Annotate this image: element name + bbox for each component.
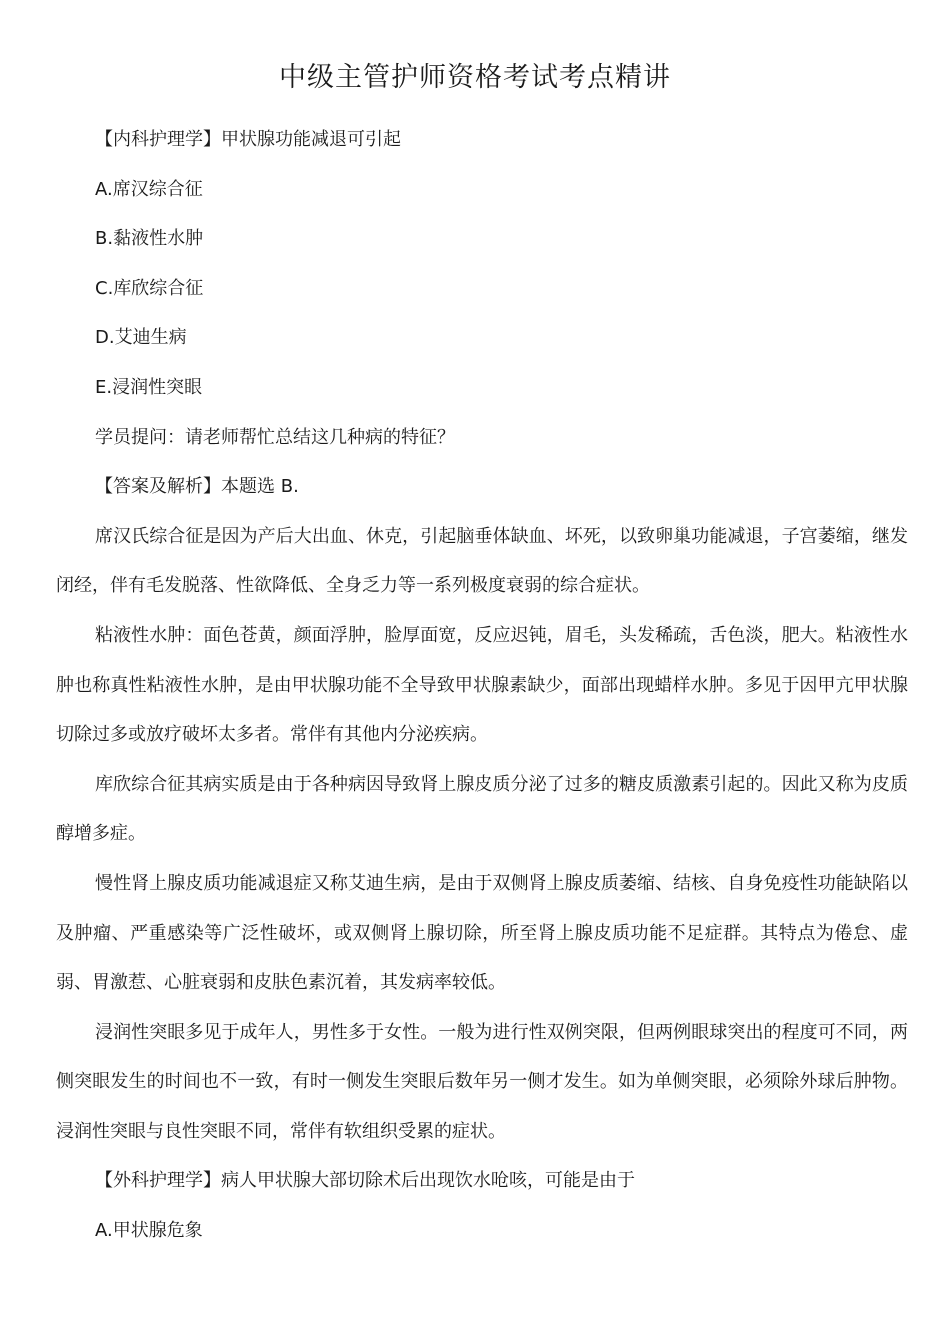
option-a: A.席汉综合征 <box>95 178 203 200</box>
student-question: 学员提问：请老师帮忙总结这几种病的特征？ <box>95 426 455 448</box>
answer-line: 【答案及解析】本题选 B. <box>95 476 299 498</box>
option-e: E.浸润性突眼 <box>95 376 203 398</box>
document-body <box>56 115 908 1256</box>
explanation-paragraph: 库欣综合征其病实质是由于各种病因导致肾上腺皮质分泌了过多的糖皮质激素引起的。因此又称为皮质醇增多症。 <box>56 773 908 845</box>
document-title: 中级主管护师资格考试考点精讲 <box>279 62 671 93</box>
explanation-paragraph: 席汉氏综合征是因为产后大出血、休克，引起脑垂体缺血、坏死，以致卵巢功能减退，子宫萎缩，继发闭经，伴有毛发脱落、性欲降低、全身乏力等一系列极度衰弱的综合症状。 <box>56 525 908 597</box>
option-a: A.甲状腺危象 <box>95 1220 203 1242</box>
explanation-paragraph: 慢性肾上腺皮质功能减退症又称艾迪生病，是由于双侧肾上腺皮质萎缩、结核、自身免疫性功能缺陷以及肿瘤、严重感染等广泛性破坏，或双侧肾上腺切除，所至肾上腺皮质功能不足症群。其特点为倦怠、虚弱、胃激惹、心脏衰弱和皮肤色素沉着，其发病率较低。 <box>56 872 908 994</box>
option-b: B.黏液性水肿 <box>95 228 204 250</box>
question-stem: 【内科护理学】甲状腺功能减退可引起 <box>95 129 401 150</box>
option-c: C.库欣综合征 <box>95 277 204 299</box>
explanation-paragraph: 浸润性突眼多见于成年人，男性多于女性。一般为进行性双例突限，但两例眼球突出的程度可不同，两侧突眼发生的时间也不一致，有时一侧发生突眼后数年另一侧才发生。如为单侧突眼，必须除外球后肿物。浸润性突眼与良性突眼不同，常伴有软组织受累的症状。 <box>56 1021 908 1142</box>
option-d: D.艾迪生病 <box>95 327 187 349</box>
explanation-paragraph: 粘液性水肿：面色苍黄，颜面浮肿，脸厚面宽，反应迟钝，眉毛，头发稀疏，舌色淡，肥大。粘液性水肿也称真性粘液性水肿，是由甲状腺功能不全导致甲状腺素缺少，面部出现蜡样水肿。多见于因甲亢甲状腺切除过多或放疗破坏太多者。常伴有其他内分泌疾病。 <box>56 624 908 746</box>
question-stem: 【外科护理学】病人甲状腺大部切除术后出现饮水呛咳，可能是由于 <box>95 1170 635 1192</box>
